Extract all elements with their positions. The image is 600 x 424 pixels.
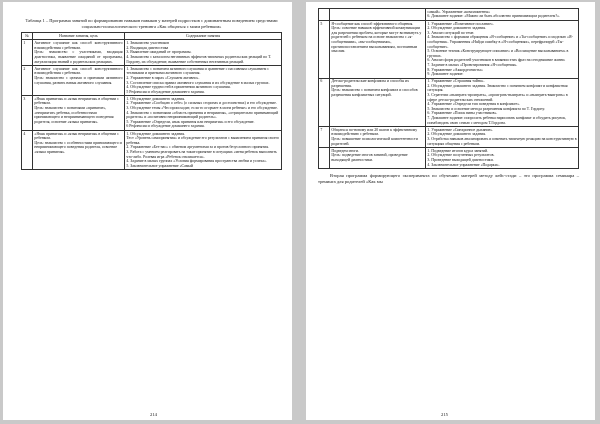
row-content: 1. Знакомство с понятием активного слушания и сравнение с пассивным слушанием с техниками и приемами активного слушания. 2. Упражнение в парах «Слушаем активно». 3. Составление списка правил активного слушания и их обсуждение в малых группах. 4. Обсуждение трудностей в применении активного слушания. 5 Рефлексия и обсуждение домашнего задания. <box>125 65 282 95</box>
table-row <box>22 40 282 66</box>
row-title: Подведем итоги. Цель: подведение итогов занятий, проведение выходящей диагностики. <box>330 148 426 169</box>
table-row <box>22 96 282 131</box>
row-number: 7 <box>319 127 330 148</box>
header-title: Название занятия, цель <box>33 33 125 40</box>
table-row <box>22 130 282 169</box>
row-content: 1. Знакомство участников 2. Входящая диагностика 3. Выявление ожиданий от программы. 4. Знакомство с каталогом негативных эффектов типичных родительских реакций по Т. Гордону, их обсуждение, выявление собственных негативных реакций. <box>125 40 282 66</box>
row-number <box>319 9 330 21</box>
row-number <box>319 148 330 169</box>
page-number-left: 214 <box>150 412 157 417</box>
row-title: Детско-родительские конфликты и способы их разрешения. Цель: знакомство с понятием конфликта и способов разрешения конфликтных ситуаций. <box>330 78 426 127</box>
row-title: «Язык принятия» и «язык неприятия» в общении с ребенком. Цель: знакомство с особенностями принимающего и неприинимающего поведения родителя, освоение «языка принятия». <box>33 130 125 169</box>
row-number: 5 <box>319 20 330 78</box>
row-content: 1. Упражнение «Синхронное дыхание». 2. Обсуждение домашнего задания. 3. Отработка навыков анализировать и изменять типичную реакцию на конструктивную в ситуациях общения с ребенком. <box>427 127 577 146</box>
body-paragraph: Вторая программа формирующего эксперимента по обучению матерей методу кейс-стади – это программа семинара – тренинга для родителей «Как мы <box>318 172 579 184</box>
row-title: Активное слушание как способ конструктивного взаимодействия с ребенком. Цель: знакомство с участниками, входящая диагностика, выявление ожиданий от программы, актуализация знаний о родительских реакциях. <box>34 41 123 64</box>
table-caption: Таблица 1 – Программа занятий по формированию навыков навыков у матерей подростков с доминантным поведением средствами социально-психологического тренинга «Как общаться с моим ребенком» <box>25 18 278 29</box>
table-header-row <box>22 33 282 40</box>
table-row <box>319 78 579 127</box>
program-table-left <box>21 32 282 170</box>
left-page <box>3 2 292 420</box>
row-content: 1. Подведение итогов курса занятий. 2. Обсуждение полученных результатов. 3. Проведение выходящей диагностики. 4. Заключительное упражнение «Подарки». <box>426 148 579 169</box>
header-num: № <box>22 33 33 40</box>
program-table-right <box>318 8 579 169</box>
table-row <box>319 9 579 21</box>
table-row <box>22 65 282 95</box>
row-content: 1. Обсуждение домашнего задания. Тест «Уровень самопринятия» и обсуждение его результатов с выявлением принятия своего ребенка. 2. Упражнение «Без-нас» с обменом аргументами за и против безусловного принятия. 3. Работа с умением реагировать на такие принятие в ситуациях «меня ребенок выполнить что-либо. Ролевая игра «Ребенок откликается». 4. Задание в малых группах «Условия формирования пространства любви и успеха». 5. Заключительное упражнение «Самый <box>125 130 282 169</box>
row-title: Общаться по-новому или 20 шагов к эффективному взаимодействию с ребенком. Цель: повышение психологической компетентности родителей. <box>330 127 426 148</box>
row-content: 1. Обсуждение домашнего задания. 2. Упражнение «Сообщаю о себе» (о сильных сторонах и достоинствах) и его обсуждение. 3. Обсуждение темы «Что происходит, если то огорчает в моем ребенке» и его обсуждение. 4. Знакомство с понятиями «область принятия и неприятия», «отрицательно принимающий родитель» и «позитивно неприинимающий родитель». 5. Упражнение «Определи, язык принятия или неприятия» и его обсуждение. 6 Рефлексия и обсуждение домашнего задания. <box>125 96 282 131</box>
row-number: 3 <box>22 96 33 131</box>
row-number: 4 <box>22 130 33 169</box>
row-title: Я-сообщение как способ эффективного общения. Цель: освоение навыков эффективной коммуникации для разрешения проблем, которые могут возникнуть у родителей с ребенком на основе знакомства с «я-сообщениями», «вы-сообщениями», противопоставлением высказываниям, постоянным мыслям. <box>330 20 426 78</box>
row-title: Активное слушание как способ конструктивного взаимодействия с ребенком. Цель: знакомство с целями и приемами активного слушания, развить навык активного слушания. <box>33 65 125 95</box>
row-content: 1. Упражнение «Страшная тайна». 2. Обсуждение домашнего задания. Знакомство с понятием конфликт и конфликтная ситуация. 3. Стратегии «выиграть-проиграть», «проиграть-выиграть» и «выиграть-выиграть» в сфере детско-родительских отношений. 4. Упражнение «Определи тип поведения в конфликте». 5. Знакомство и освоение метода разрешения конфликта по Т. Гордону. 6. Упражнение «Поиск вины участников». 7. Домашнее задание: попросить ребенка нарисовать конфликт и обсудить рисунок, понаблюдать свою семью с методом Т.Гордона. <box>426 78 579 127</box>
row-content: самый». Упражнение «комплименты» 6. Домашнее задание: «Можно ли быть абсолютно принимающим родителем?». <box>426 9 579 21</box>
header-content: Содержание занятия <box>125 33 282 40</box>
row-number: 2 <box>22 65 33 95</box>
row-title: «Язык принятия» и «язык неприятия» в общении с ребенком. Цель: знакомство с понятиями «принятие», «неприятие» ребенка, особенностями принимающего и неприинимающего поведения родителя, освоение «языка принятия». <box>33 96 125 131</box>
row-content: 1. Упражнение «Позитивное послание». 2. Обсуждение домашнего задания. 3. Анализ ситуаций по теме. 4. Знакомство с формами обращения «Я-сообщение» и «Ты-сообщение» и моделью «Я-сообщения». Упражнения «Найди ошибку в «Я-сообщениях», перефразируй «Ты-сообщение». 5. Освоение техник «Конструирующее описание» и «Восхищение высказыванием» в группах. 6. Анализ форм родителей участников в влиянии этих фраз на сегодняшние жизни. 7. Задание в малых «Проектирования «Я-сообщения». 8. Упражнение «Аккордеонисты» 9. Домашнее задание: <box>426 20 579 78</box>
row-number: 6 <box>319 78 330 127</box>
row-number: 1 <box>22 40 33 66</box>
table-row <box>319 20 579 78</box>
row-title <box>330 9 426 21</box>
right-page <box>306 2 595 420</box>
page-number-right: 215 <box>441 412 448 417</box>
table-row <box>319 127 579 148</box>
table-row <box>319 148 579 169</box>
